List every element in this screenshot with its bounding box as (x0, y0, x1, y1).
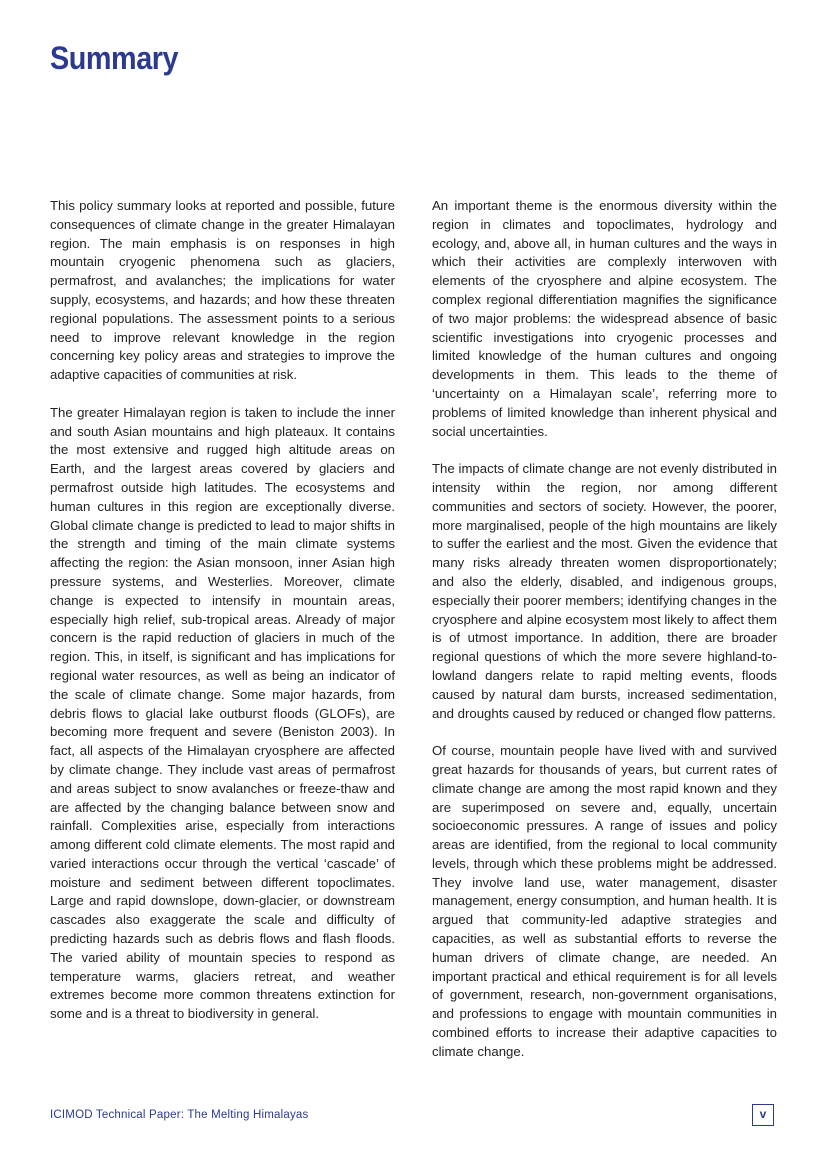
paragraph-adaptation: Of course, mountain people have lived with and survived great hazards for thousands of years, but current rates of climate change are among the most rapid known and they are superimposed on severe and, equally, uncertain socioeconomic pressures. A range of issues and policy areas are identified, from the regional to local community levels, through which these problems might be addressed. They involve land use, water management, disaster management, energy consumption, and human health. It is argued that community-led adaptive strategies and capacities, as well as substantial efforts to reverse the human drivers of climate change, are needed. An important practical and ethical requirement is for all levels of government, research, non-government organisations, and professions to engage with mountain communities in combined efforts to increase their adaptive capacities to climate change. (432, 743, 777, 1059)
right-column (432, 197, 777, 1080)
paragraph-diversity-theme: An important theme is the enormous diversity within the region in climates and topoclimates, hydrology and ecology, and, above all, in human cultures and the ways in which their activities are complexly interwoven with elements of the cryosphere and alpine ecosystem. The complex regional differentiation magnifies the significance of two major problems: the widespread absence of basic scientific investigations into cryogenic processes and limited knowledge of the human cultures and ongoing developments in them. This leads to the theme of ‘uncertainty on a Himalayan scale’, referring more to problems of limited knowledge than inherent physical and social uncertainties. (432, 198, 777, 439)
footer-publication-title: ICIMOD Technical Paper: The Melting Himalayas (50, 1109, 309, 1121)
paragraph-intro: This policy summary looks at reported and possible, future consequences of climate change in the greater Himalayan region. The main emphasis is on responses in high mountain cryogenic phenomena such as glaciers, permafrost, and avalanches; the implications for water supply, ecosystems, and hazards; and how these threaten regional populations. The assessment points to a serious need to improve relevant knowledge in the region concerning key policy areas and strategies to improve the adaptive capacities of communities at risk. (50, 198, 395, 383)
page-title: Summary (50, 40, 179, 76)
page-number: v (752, 1104, 774, 1126)
paragraph-impacts-distribution: The impacts of climate change are not evenly distributed in intensity within the region, nor among different communities and sectors of society. However, the poorer, more marginalised, people of the high mountains are likely to suffer the earliest and the most. Given the evidence that many risks already threaten women disproportionately; and also the elderly, disabled, and indigenous groups, especially their poorer members; identifying changes in the cryosphere and alpine ecosystem most likely to affect them is of utmost importance. In addition, there are broader regional questions of which the more severe highland-to-lowland dangers relate to rapid melting events, floods caused by natural dam bursts, increased sedimentation, and droughts caused by reduced or changed flow patterns. (432, 461, 777, 721)
paragraph-region-description: The greater Himalayan region is taken to include the inner and south Asian mountains and high plateaux. It contains the most extensive and rugged high altitude areas on Earth, and the largest areas covered by glaciers and permafrost outside high latitudes. The ecosystems and human cultures in this region are exceptionally diverse. Global climate change is predicted to lead to major shifts in the strength and timing of the main climate systems affecting the region: the Asian monsoon, inner Asian high pressure systems, and Westerlies. Moreover, climate change is expected to intensify in mountain areas, especially high relief, sub-tropical areas. Already of major concern is the rapid reduction of glaciers in much of the region. This, in itself, is significant and has implications for regional water resources, as well as being an indicator of the scale of climate change. Some major hazards, from debris flows to glacial lake outburst floods (GLOFs), are becoming more frequent and severe (Beniston 2003). In fact, all aspects of the Himalayan cryosphere are affected by climate change. They include vast areas of permafrost and areas subject to snow avalanches or freeze-thaw and are affected by the changing balance between snow and rainfall. Complexities arise, especially from interactions among different cold climate elements. The most rapid and varied interactions occur through the vertical ‘cascade’ of moisture and sediment between different topoclimates. Large and rapid downslope, down-glacier, or downstream cascades also exaggerate the scale and difficulty of predicting hazards such as debris flows and flash floods. The varied ability of mountain species to respond as temperature warms, glaciers retreat, and weather extremes become more common threatens extinction for some and is a threat to biodiversity in general. (50, 404, 395, 1022)
left-column (50, 197, 395, 1043)
